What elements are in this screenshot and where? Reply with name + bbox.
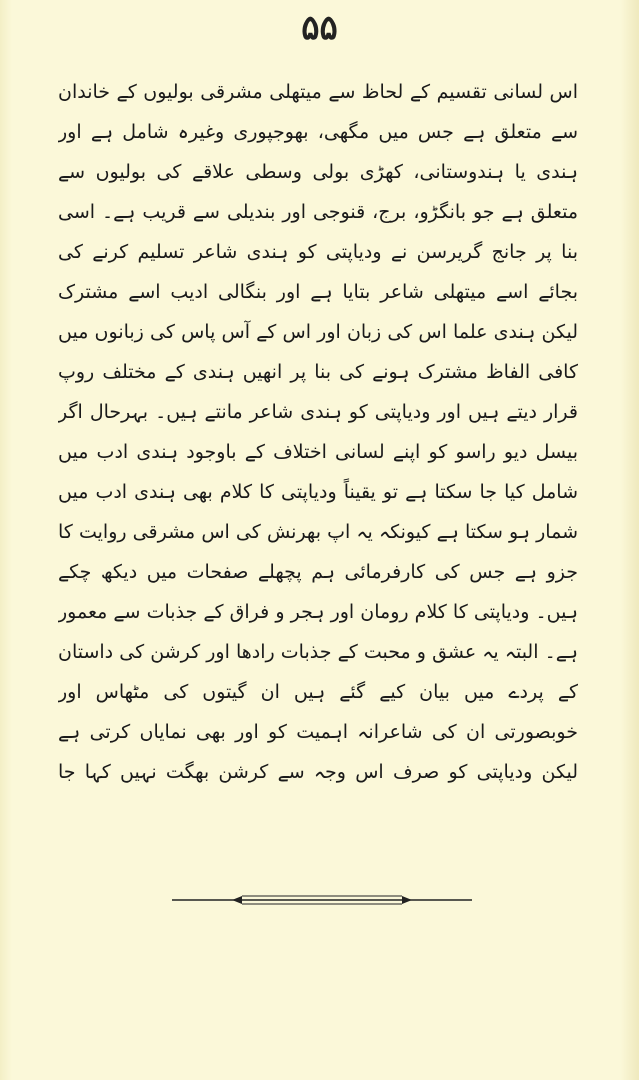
- paragraph-2: لیکن ہندی علما اس کی زبان اور اس کے آس پاس کی زبانوں میں کافی الفاظ مشترک ہونے کی بنا پر انھیں ہندی کے مختلف روپ قرار دیتے ہیں اور ودیاپتی کو ہندی شاعر مانتے ہیں۔ بہرحال اگر بیسل دیو راسو کو اپنے لسانی اختلاف کے باوجود ہندی ادب میں شامل کیا جا سکتا ہے تو یقیناً ودیاپتی کا کلام بھی ہندی ادب میں شمار ہو سکتا ہے کیونکہ یہ اپ بھرنش کی اس مشرقی روایت کا جزو ہے جس کی کارفرمائی ہم پچھلے صفحات میں دیکھ چکے ہیں۔ ودیاپتی کا کلام رومان اور ہجر و فراق کے جذبات سے معمور ہے۔ البتہ یہ عشق و محبت کے جذبات رادھا اور کرشن کی داستان کے پردے میں بیان کیے گئے ہیں ان گیتوں کی مٹھاس اور خوبصورتی ان کی شاعرانہ اہمیت کو اور بھی نمایاں کرتی ہے لیکن ودیاپتی کو صرف اس وجہ سے کرشن بھگت نہیں کہا جا: [58, 321, 578, 783]
- page-number: ۵۵: [301, 8, 338, 48]
- ornamental-divider: [172, 890, 472, 910]
- paragraph-1: اس لسانی تقسیم کے لحاظ سے میتھلی مشرقی بولیوں کے خاندان سے متعلق ہے جس میں مگھی، بھوجپوری وغیرہ شامل ہے اور ہندی یا ہندوستانی، کھڑی بولی وسطی علاقے کی بولیوں سے متعلق ہے جو بانگڑو، برج، قنوجی اور بندیلی سے قریب ہے۔ اسی بنا پر جانج گریرسن نے ودیاپتی کو ہندی شاعر تسلیم کرنے کی بجائے اسے میتھلی شاعر بتایا ہے اور بنگالی ادیب اسے مشترک: [58, 81, 578, 303]
- body-text: [58, 72, 578, 795]
